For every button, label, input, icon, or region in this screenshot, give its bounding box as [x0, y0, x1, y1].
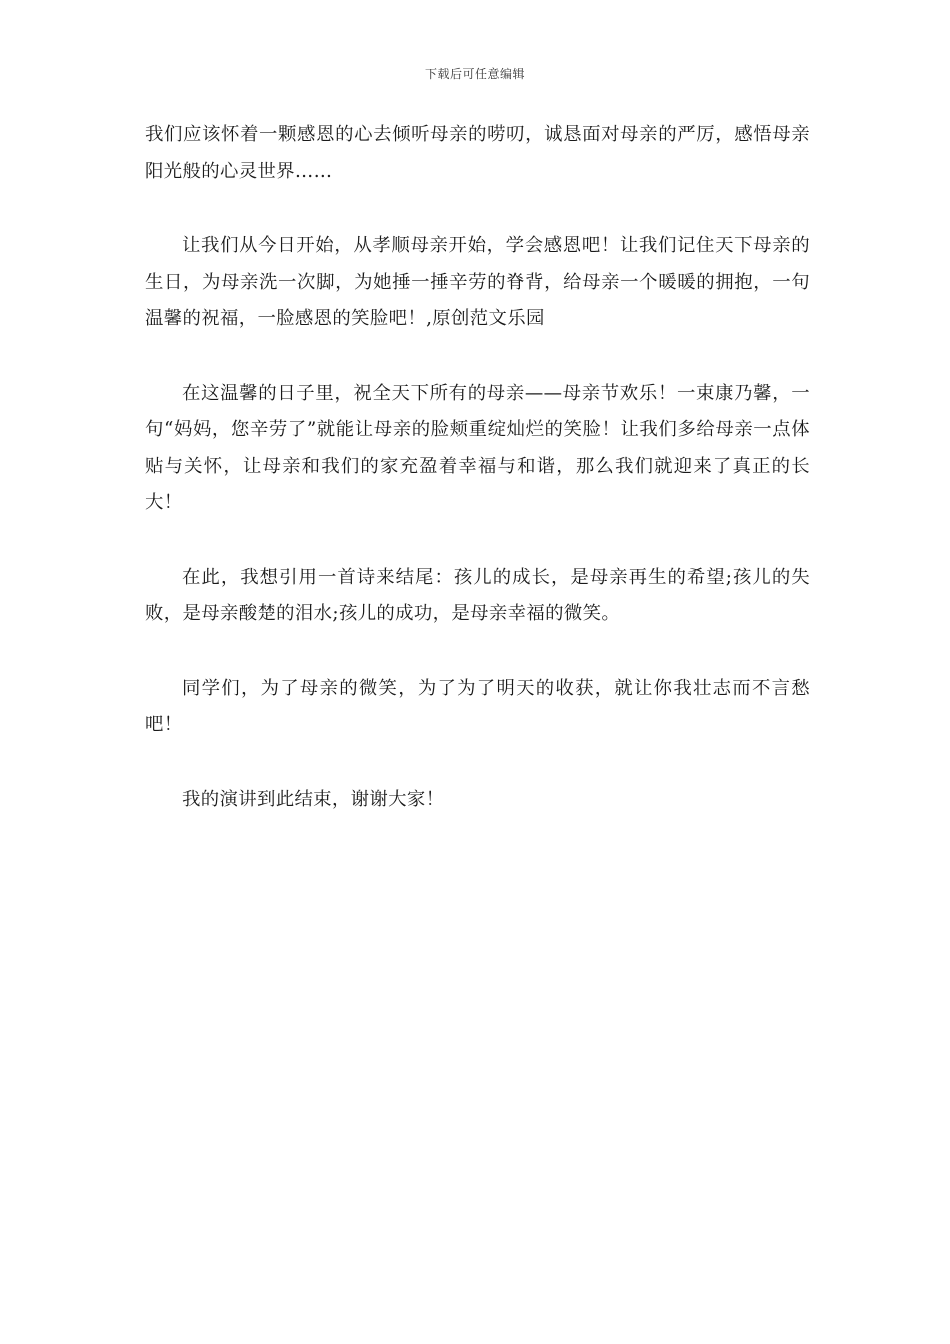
paragraph-3: 在这温馨的日子里，祝全天下所有的母亲——母亲节欢乐！一束康乃馨，一句“妈妈，您辛劳了”就能让母亲的脸颊重绽灿烂的笑脸！让我们多给母亲一点体贴与关怀，让母亲和我们的家充盈着幸福与和谐，那么我们就迎来了真正的长大！: [145, 382, 810, 513]
document-body: [145, 117, 810, 856]
paragraph-4: 在此，我想引用一首诗来结尾：孩儿的成长，是母亲再生的希望;孩儿的失败，是母亲酸楚的泪水;孩儿的成功，是母亲幸福的微笑。: [145, 566, 810, 624]
paragraph-1: 我们应该怀着一颗感恩的心去倾听母亲的唠叨，诚恳面对母亲的严厉，感悟母亲阳光般的心灵世界……: [145, 124, 810, 182]
page-header-note: 下载后可任意编辑: [424, 67, 525, 81]
paragraph-2: 让我们从今日开始，从孝顺母亲开始，学会感恩吧！让我们记住天下母亲的生日，为母亲洗一次脚，为她捶一捶辛劳的脊背，给母亲一个暖暖的拥抱，一句温馨的祝福，一脸感恩的笑脸吧！,原创范文乐园: [145, 235, 810, 329]
paragraph-6: 我的演讲到此结束，谢谢大家！: [182, 788, 445, 810]
paragraph-5: 同学们，为了母亲的微笑，为了为了明天的收获，就让你我壮志而不言愁吧！: [145, 677, 810, 735]
